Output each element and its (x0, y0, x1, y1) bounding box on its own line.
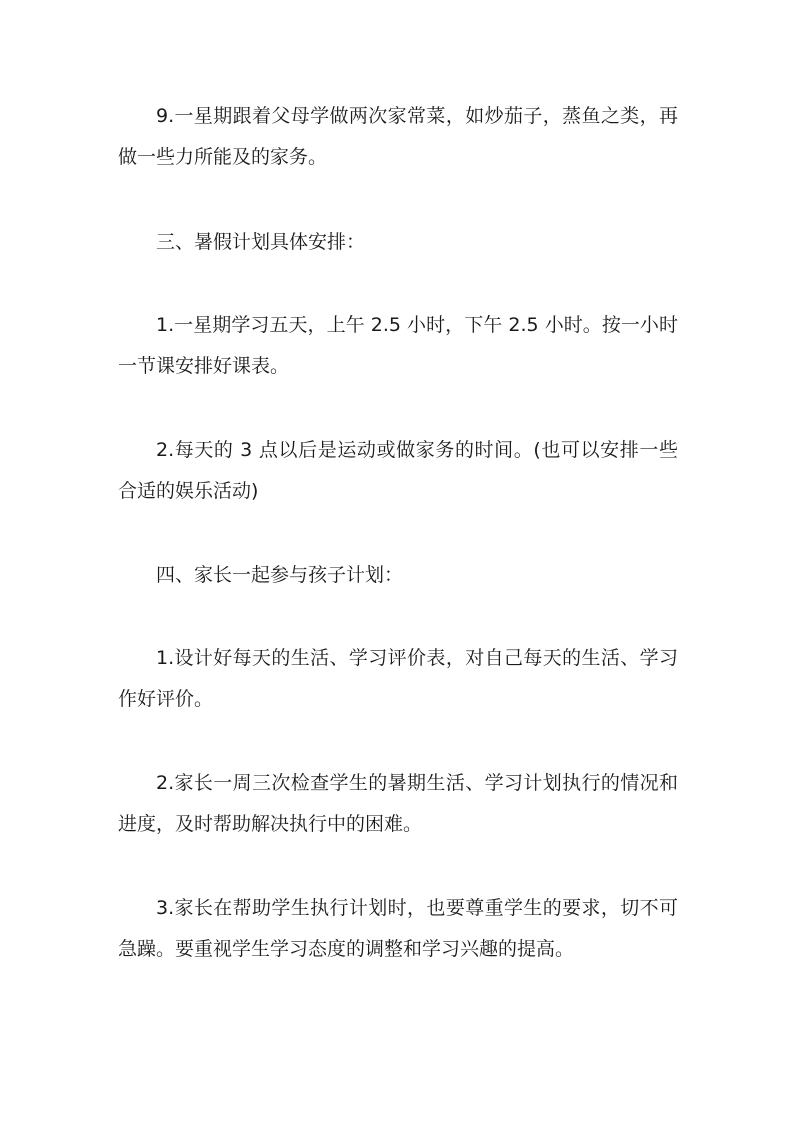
paragraph-schedule-item-1: 1.一星期学习五天，上午 2.5 小时，下午 2.5 小时。按一小时一节课安排好课表。 (118, 314, 678, 377)
paragraph-parent-item-3: 3.家长在帮助学生执行计划时，也要尊重学生的要求，切不可急躁。要重视学生学习态度的调整和学习兴趣的提高。 (118, 897, 678, 960)
paragraph-schedule-item-2: 2.每天的 3 点以后是运动或做家务的时间。(也可以安排一些合适的娱乐活动) (118, 439, 678, 502)
paragraph-item-9-household: 9.一星期跟着父母学做两次家常菜，如炒茄子，蒸鱼之类，再做一些力所能及的家务。 (118, 105, 678, 168)
paragraph-parent-item-1: 1.设计好每天的生活、学习评价表，对自己每天的生活、学习作好评价。 (118, 647, 678, 710)
paragraph-parent-item-2: 2.家长一周三次检查学生的暑期生活、学习计划执行的情况和进度，及时帮助解决执行中的困难。 (118, 772, 678, 835)
section-heading-summer-plan-schedule: 三、暑假计划具体安排： (156, 231, 366, 253)
section-heading-parent-participation: 四、家长一起参与孩子计划： (156, 564, 404, 586)
